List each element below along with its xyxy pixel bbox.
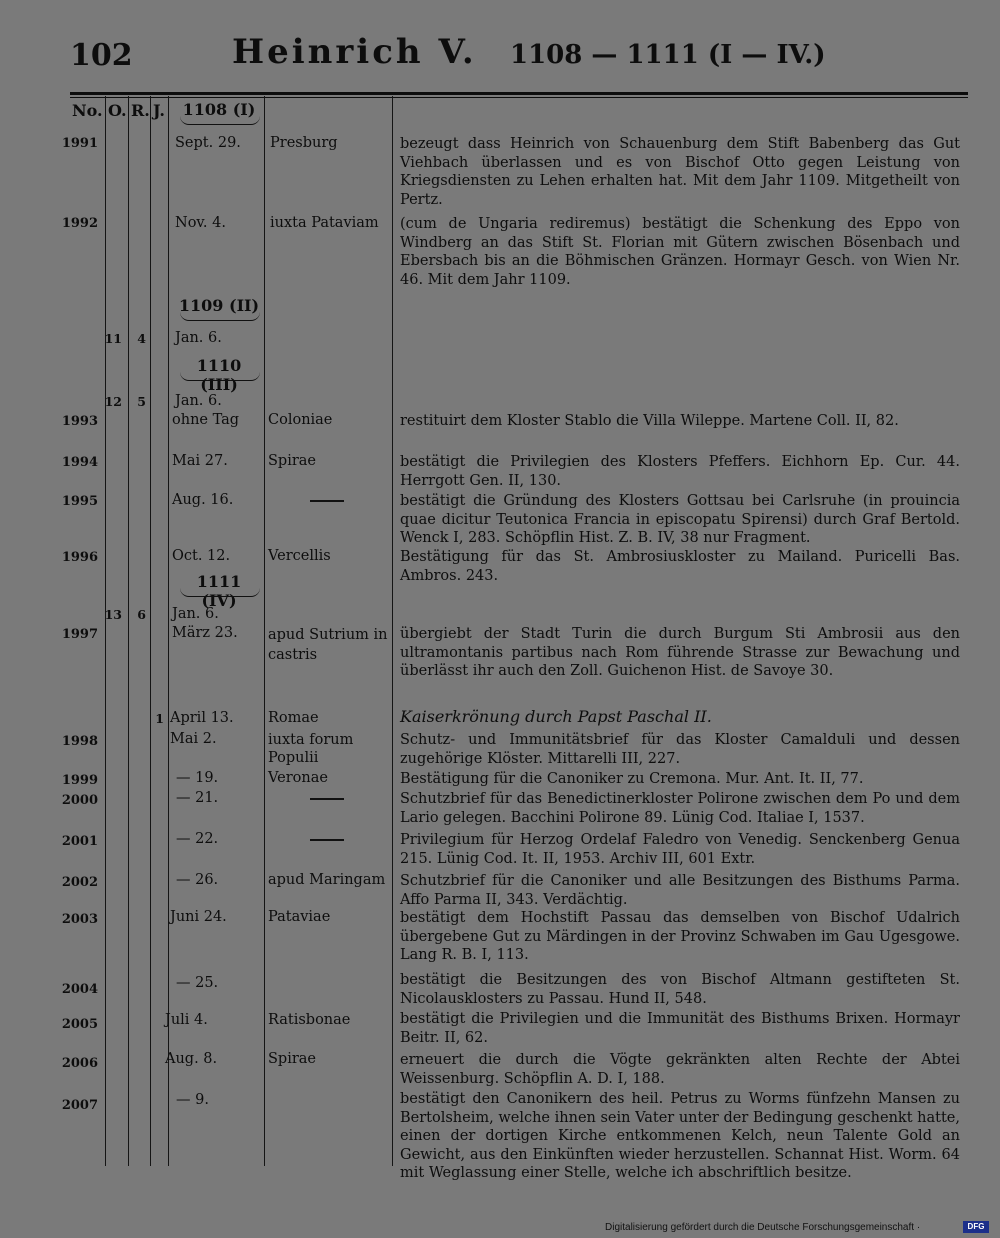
- entry-number: 2006: [61, 1056, 98, 1071]
- header-rule-thick: [70, 92, 968, 95]
- column-header-r: R.: [131, 101, 150, 120]
- year-brace: [180, 116, 260, 125]
- entry-text: übergiebt der Stadt Turin die durch Burgum Sti Ambrosii aus den ultramontanis partibus nach Rom führende Strasse zur Bewachung und überlässt ihr auch den Zoll. Guichenon Hist. de Savoye 30.: [400, 626, 960, 679]
- entry-number: 2007: [61, 1098, 98, 1113]
- entry-date: — 22.: [176, 831, 219, 847]
- column-header-j: J.: [153, 101, 165, 120]
- entry-r: 4: [137, 331, 146, 346]
- ditto-dash: [310, 839, 344, 841]
- entry-date: Aug. 16.: [172, 492, 234, 508]
- entry-date: Juni 24.: [170, 909, 227, 925]
- entry-date: Mai 27.: [172, 453, 228, 469]
- year-brace: [180, 372, 260, 381]
- entry-date: Mai 2.: [170, 731, 217, 747]
- entry-number: 1994: [61, 455, 98, 470]
- entry-place: Ratisbonae: [268, 1012, 351, 1028]
- entry-text: Schutzbrief für die Canoniker und alle Besitzungen des Bisthums Parma. Affo Parma II, 343. Verdächtig.: [400, 873, 960, 908]
- entry-number: 2000: [61, 793, 98, 808]
- column-header-no: No.: [72, 101, 103, 120]
- entry-text: Bestätigung für die Canoniker zu Cremona. Mur. Ant. It. II, 77.: [400, 771, 864, 787]
- entry-number: 1993: [61, 414, 98, 429]
- entry-date: — 9.: [176, 1092, 209, 1108]
- entry-number: 2003: [61, 912, 98, 927]
- entry-r: 6: [137, 607, 146, 622]
- entry-place: Presburg: [270, 135, 338, 151]
- entry-place: Coloniae: [268, 412, 333, 428]
- year-brace: [180, 588, 260, 597]
- entry-number: 1996: [61, 550, 98, 565]
- entry-number: 1997: [61, 627, 98, 642]
- entry-place: Pataviae: [268, 909, 331, 925]
- entry-text: bezeugt dass Heinrich von Schauenburg dem Stift Babenberg das Gut Viehbach überlassen und es von Bischof Otto gegen Leistung von Kriegsdiensten zu Lehen erhalten hat. Mit dem Jahr 1109. Mitgetheilt von Pertz.: [400, 136, 960, 208]
- entry-date: Oct. 12.: [172, 548, 231, 564]
- column-divider: [150, 96, 151, 1166]
- year-heading: 1109 (II): [178, 296, 260, 315]
- entry-o: 12: [104, 394, 122, 409]
- entry-text: Kaiserkrönung durch Papst Paschal II.: [400, 707, 712, 726]
- entry-date: ohne Tag: [172, 412, 240, 428]
- ditto-dash: [310, 798, 344, 800]
- entry-j: 1: [155, 711, 164, 726]
- entry-place: apud Maringam: [268, 872, 386, 888]
- column-divider: [392, 96, 393, 1166]
- entry-date: — 25.: [176, 975, 219, 991]
- entry-date: Jan. 6.: [175, 330, 222, 346]
- entry-number: 1992: [61, 216, 98, 231]
- column-divider: [168, 96, 169, 1166]
- entry-text: bestätigt die Gründung des Klosters Gottsau bei Carlsruhe (in prouincia quae dicitur Teutonica Francia in episcopatu Spirensi) durch Graf Bertold. Wenck I, 283. Schöpflin Hist. Z. B. IV, 38 nur Fragment.: [400, 493, 960, 546]
- column-header-o: O.: [108, 101, 127, 120]
- entry-text: restituirt dem Kloster Stablo die Villa Wileppe. Martene Coll. II, 82.: [400, 413, 899, 429]
- entry-place: Spirae: [268, 1051, 317, 1067]
- page-range: 1108 — 1111 (I — IV.): [510, 40, 826, 70]
- entry-date: — 19.: [176, 770, 219, 786]
- year-heading: 1110 (III): [196, 356, 242, 394]
- entry-place: apud Sutrium in castris: [268, 627, 388, 663]
- year-brace: [180, 312, 260, 321]
- entry-number: 2005: [61, 1017, 98, 1032]
- column-divider: [128, 96, 129, 1166]
- entry-text: Schutzbrief für das Benedictinerkloster Polirone zwischen dem Po und dem Lario gelegen. Bacchini Polirone 89. Lünig Cod. Italiae I, 1537.: [400, 791, 960, 826]
- entry-number: 1991: [61, 136, 98, 151]
- entry-number: 1999: [61, 773, 98, 788]
- entry-text: bestätigt dem Hochstift Passau das demselben von Bischof Udalrich übergebene Gut zu Märdingen in der Provinz Schwaben im Gau Ugesgowe. Lang R. B. I, 113.: [400, 910, 960, 963]
- footer-credit: Digitalisierung gefördert durch die Deutsche Forschungsgemeinschaft ·: [605, 1222, 921, 1233]
- entry-o: 13: [104, 607, 122, 622]
- entry-number: 1998: [61, 734, 98, 749]
- entry-text: erneuert die durch die Vögte gekränkten alten Rechte der Abtei Weissenburg. Schöpflin A. D. I, 188.: [400, 1052, 960, 1087]
- entry-place: iuxta forum Populii: [268, 732, 354, 766]
- header-rule-thin: [70, 97, 968, 98]
- page-title: Heinrich V.: [232, 32, 477, 72]
- entry-text: Privilegium für Herzog Ordelaf Faledro von Venedig. Senckenberg Genua 215. Lünig Cod. It. II, 1953. Archiv III, 601 Extr.: [400, 832, 960, 867]
- entry-o: 11: [104, 331, 122, 346]
- entry-date: Sept. 29.: [175, 135, 241, 151]
- entry-text: Schutz- und Immunitätsbrief für das Kloster Camalduli und dessen zugehörige Klöster. Mittarelli III, 227.: [400, 732, 960, 767]
- entry-number: 2002: [61, 875, 98, 890]
- entry-date: — 26.: [176, 872, 219, 888]
- column-divider: [264, 96, 265, 1166]
- entry-place: Spirae: [268, 453, 317, 469]
- entry-place: Romae: [268, 710, 319, 726]
- entry-text: (cum de Ungaria rediremus) bestätigt die Schenkung des Eppo von Windberg an das Stift St. Florian mit Gütern zwischen Bösenbach und Ebersbach bis an die Böhmischen Gränzen. Hormayr Gesch. von Wien Nr. 46. Mit dem Jahr 1109.: [400, 216, 960, 288]
- entry-text: Bestätigung für das St. Ambrosiuskloster zu Mailand. Puricelli Bas. Ambros. 243.: [400, 549, 960, 584]
- entry-date: Aug. 8.: [165, 1051, 218, 1067]
- entry-text: bestätigt die Privilegien des Klosters Pfeffers. Eichhorn Ep. Cur. 44. Herrgott Gen. II, 130.: [400, 454, 960, 489]
- entry-number: 2004: [61, 982, 98, 997]
- entry-text: bestätigt den Canonikern des heil. Petrus zu Worms fünfzehn Mansen zu Bertolsheim, welche ihnen sein Vater unter der Bedingung geschenkt hatte, einen der dortigen Kirche entkommenen Kelch, neun Talente Gold an Gewicht, aus den Einkünften wieder herzustellen. Schannat Hist. Worm. 64 mit Weglassung einer Stelle, welche ich abschriftlich besitze.: [400, 1091, 960, 1181]
- entry-date: März 23.: [172, 625, 238, 641]
- entry-date: — 21.: [176, 790, 219, 806]
- year-heading: 1111 (IV): [196, 572, 242, 610]
- entry-date: April 13.: [170, 710, 234, 726]
- entry-r: 5: [137, 394, 146, 409]
- entry-place: iuxta Pataviam: [270, 215, 379, 231]
- entry-text: bestätigt die Besitzungen des von Bischof Altmann gestifteten St. Nicolausklosters zu Passau. Hund II, 548.: [400, 972, 960, 1007]
- column-divider: [105, 96, 106, 1166]
- page-number: 102: [70, 38, 133, 73]
- entry-date: Jan. 6.: [175, 393, 222, 409]
- entry-place: Veronae: [268, 770, 328, 786]
- entry-date: Jan. 6.: [172, 606, 219, 622]
- year-heading: 1108 (I): [182, 100, 256, 119]
- entry-number: 1995: [61, 494, 98, 509]
- entry-date: Nov. 4.: [175, 215, 226, 231]
- entry-number: 2001: [61, 834, 98, 849]
- ditto-dash: [310, 500, 344, 502]
- dfg-logo: DFG: [963, 1221, 989, 1233]
- entry-text: bestätigt die Privilegien und die Immunität des Bisthums Brixen. Hormayr Beitr. II, 62.: [400, 1011, 960, 1046]
- entry-date: Juli 4.: [165, 1012, 208, 1028]
- entry-place: Vercellis: [268, 548, 331, 564]
